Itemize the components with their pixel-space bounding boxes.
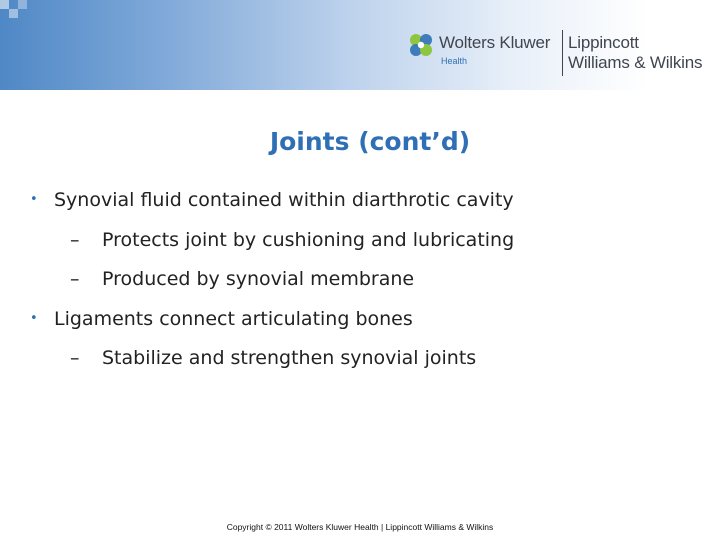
sub-bullet-marker: –	[70, 347, 80, 369]
slide-title: Joints (cont’d)	[269, 127, 471, 156]
publisher-logo	[405, 28, 717, 78]
bullet-marker: •	[30, 192, 38, 207]
wolters-kluwer-logo-icon	[407, 31, 435, 59]
corner-square	[0, 0, 9, 9]
sub-bullet-marker: –	[70, 268, 80, 290]
corner-square	[9, 9, 18, 18]
sub-bullet-text: Stabilize and strengthen synovial joints	[102, 347, 477, 369]
sub-bullet-item	[70, 229, 514, 251]
brand-sub: Health	[441, 56, 468, 66]
partner-name-line1: Lippincott	[568, 33, 639, 52]
sub-bullet-item	[70, 347, 476, 369]
bullet-text: Ligaments connect articulating bones	[54, 308, 413, 330]
bullet-item	[30, 189, 514, 211]
brand-name: Wolters Kluwer	[439, 33, 551, 52]
logo-divider	[562, 30, 563, 76]
copyright-footer: Copyright © 2011 Wolters Kluwer Health | Lippincott Williams & Wilkins	[226, 522, 494, 532]
sub-bullet-item	[70, 268, 414, 290]
partner-name-line2: Williams & Wilkins	[568, 53, 703, 72]
bullet-marker: •	[30, 311, 38, 326]
bullet-text: Synovial fluid contained within diarthrotic cavity	[54, 189, 514, 211]
corner-square	[18, 0, 27, 9]
sub-bullet-text: Produced by synovial membrane	[102, 268, 415, 290]
sub-bullet-text: Protects joint by cushioning and lubricating	[102, 229, 515, 251]
sub-bullet-marker: –	[70, 229, 80, 251]
bullet-item	[30, 308, 413, 330]
